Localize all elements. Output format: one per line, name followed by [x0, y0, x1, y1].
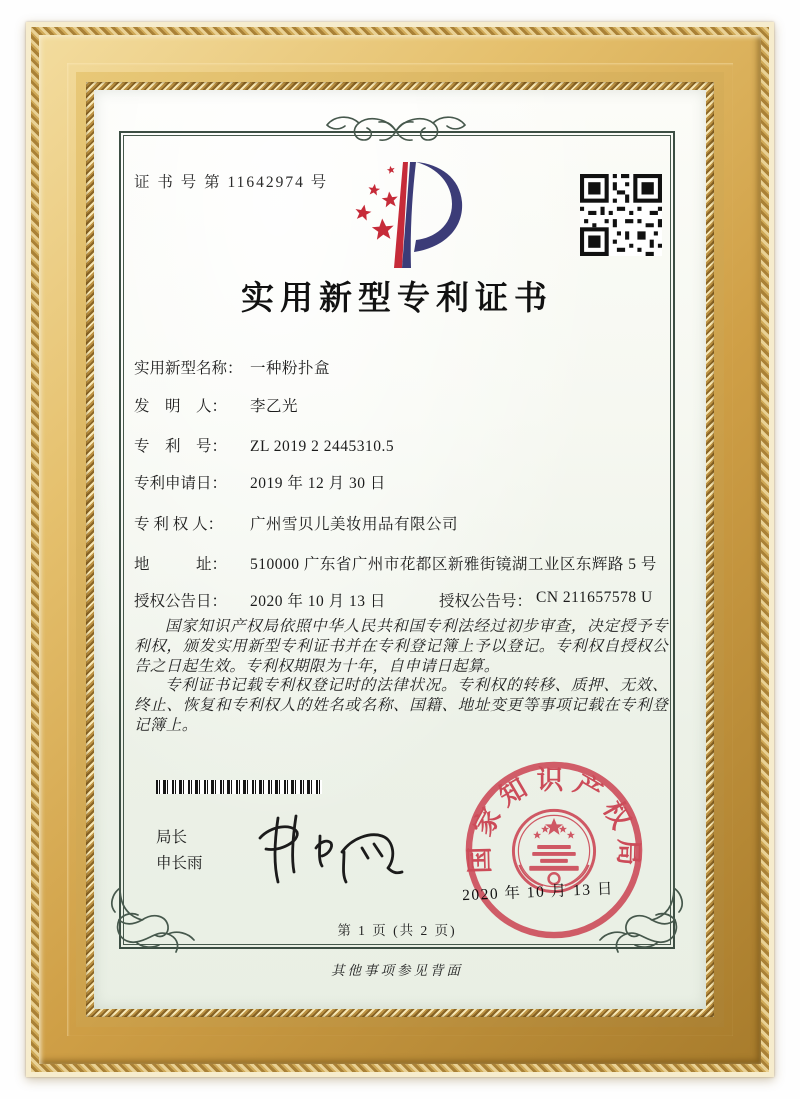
field-filing-date [134, 471, 668, 495]
field-label: 发 明 人： [134, 398, 228, 415]
field-label: 专利申请日： [134, 475, 228, 492]
page-number: 第 1 页 (共 2 页) [337, 923, 457, 938]
field-value: 2020 年 10 月 13 日 [250, 593, 386, 610]
field-label-grant-number: 授权公告号： [439, 593, 533, 610]
field-address [134, 552, 668, 576]
field-value: 李乙光 [250, 398, 299, 415]
certificate-title: 实用新型专利证书 [241, 281, 553, 317]
signer-name: 申长雨 [156, 855, 203, 872]
field-value: 510000 广东省广州市花都区新雅街镜湖工业区东辉路 5 号 [250, 556, 657, 573]
field-value: 一种粉扑盒 [250, 360, 331, 377]
field-patentee [134, 512, 668, 536]
field-label: 授权公告日： [134, 593, 228, 610]
field-label: 地 址： [134, 556, 228, 573]
field-label: 专 利 号： [134, 438, 228, 455]
signer-title: 局长 [156, 829, 188, 846]
qr-code-icon [580, 174, 662, 256]
frame-rope-edge [31, 27, 769, 1072]
signer-block [156, 825, 203, 877]
frame-gold-band [39, 35, 761, 1064]
field-patent-number [134, 434, 668, 458]
field-value: ZL 2019 2 2445310.5 [250, 438, 395, 455]
field-label: 专 利 权 人： [134, 516, 224, 533]
field-value: 2019 年 12 月 30 日 [250, 475, 386, 492]
field-value-grant-number: CN 211657578 U [536, 589, 653, 606]
legal-text [134, 617, 668, 736]
picture-frame [26, 22, 774, 1077]
barcode-icon [156, 780, 322, 794]
legal-paragraph-1: 国家知识产权局依照中华人民共和国专利法经过初步审查，决定授予专利权，颁发实用新型专利证书并在专利登记簿上予以登记。专利权自授权公告之日起生效。专利权期限为十年，自申请日起算。 [134, 618, 668, 675]
director-signature [244, 808, 414, 894]
legal-paragraph-2: 专利证书记载专利权登记时的法律状况。专利权的转移、质押、无效、终止、恢复和专利权人的姓名或名称、国籍、地址变更等事项记载在专利登记簿上。 [134, 677, 668, 734]
back-note: 其他事项参见背面 [331, 963, 463, 978]
field-value: 广州雪贝儿美妆用品有限公司 [250, 516, 459, 533]
field-grant-date-and-number [134, 589, 668, 613]
field-inventor [134, 394, 668, 418]
cnipa-logo-icon [334, 156, 464, 278]
top-flourish-ornament [310, 112, 482, 150]
svg-text:国家知识产权局: 国家知识产权局 [464, 765, 644, 874]
field-label: 实用新型名称： [134, 360, 243, 377]
seal-date: 2020 年 10 月 13 日 [461, 880, 615, 905]
field-utility-model-name [134, 356, 668, 380]
patent-certificate [94, 90, 706, 1009]
frame-bead-edge [86, 82, 714, 1017]
cnipa-seal-icon [460, 756, 648, 944]
national-emblem [513, 810, 594, 891]
frame-mid-band [76, 72, 724, 1027]
frame-inner-step [67, 63, 733, 1036]
certificate-number: 证 书 号 第 11642974 号 [134, 174, 329, 191]
